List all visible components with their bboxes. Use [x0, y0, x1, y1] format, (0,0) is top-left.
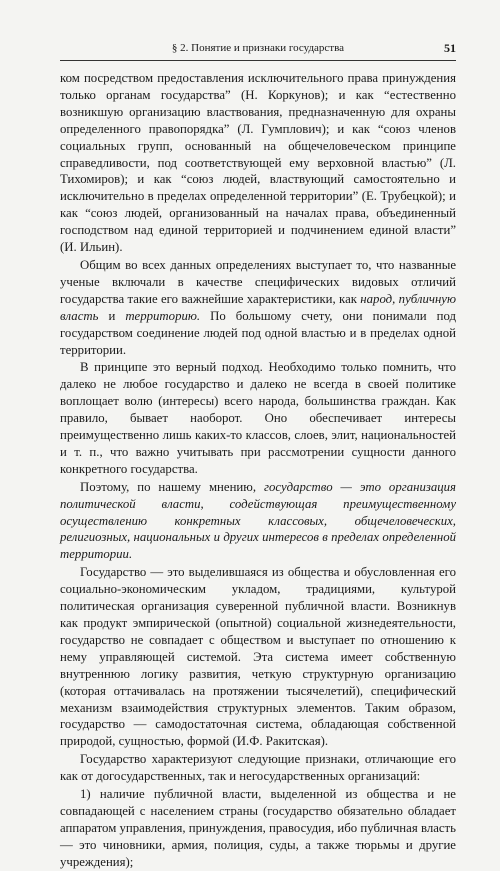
body-text [60, 70, 456, 871]
text-span: Поэтому, по нашему мнению, [80, 479, 264, 494]
text-span: Общим во всех данных определениях выступает то, что названные ученые включали в качестве специфических видовых отличий государства такие его важнейшие характеристики, как [60, 257, 456, 306]
page-number: 51 [444, 41, 456, 55]
text-span: По большому счету, они понимали под государством соединение людей под одной властью и в пределах одной территории. [60, 308, 456, 357]
section-title: § 2. Понятие и признаки государства [171, 42, 345, 54]
paragraph-features-intro: Государство характеризуют следующие признаки, отличающие его как от догосударственных, так и негосударственных организаций: [60, 752, 456, 784]
list-item-public-power: 1) наличие публичной власти, выделенной из общества и не совпадающей с населением страны (государство обязательно обладает аппаратом управления, принуждения, правосудия, ибо публичная власть — это чиновники, армия, полиция, суды, а также тюрьмы и другие учреждения); [60, 787, 456, 869]
running-header [60, 40, 456, 61]
paragraph-common-features [60, 257, 456, 358]
emphasis-definition: государство — это организация политической власти, содействующая преимущественному осуществлению конкретных классовых, общечеловеческих, религиозных, национальных и других интересов в пределах определенной территории. [60, 479, 457, 562]
emphasis-territory: территорию. [125, 308, 201, 323]
emphasis-people-power: народ, публичную власть [60, 291, 456, 323]
paragraph-approach: В принципе это верный подход. Необходимо только помнить, что далеко не любое государство и далеко не всегда в своей политике воплощает волю (интересы) всего народа, большинства граждан. Как правило, бывает наоборот. Оно обеспечивает интересы преимущественно лишь каких-то классов, слоев, элит, национальностей и т. п., что важно учитывать при рассмотрении сущности данного конкретного государства. [60, 360, 456, 476]
paragraph-state-system: Государство — это выделившаяся из общества и обусловленная его социально-экономическим укладом, традициями, культурой политическая организация суверенной публичной власти. Возникнув как продукт эмпирической (опытной) социальной жизнедеятельности, государство не совпадает с обществом и выступает по отношению к нему управляющей системой. Эта система имеет собственную внутреннюю логику развития, четкую структурную организацию (которая оттачивалась на протяжении тысячелетий), специфический механизм взаимодействия структурных элементов. Таким образом, государство — самодостаточная система, обладающая собственной природой, сущностью, формой (И.Ф. Ракитская). [60, 565, 456, 749]
paragraph-continuation: ком посредством предоставления исключительного права принуждения только органам государства” (Н. Коркунов); и как “естественно возникшую организацию властвования, предназначенную для охраны определенного правопорядка” (Л. Гумплович); и как “союз членов социальных групп, основанный на общечеловеческом принципе справедливости, под соответствующей ему верховной властью” (Л. Тихомиров); и как “союз людей, властвующий самостоятельно и исключительно в пределах определенной территории” (Е. Трубецкой); и как “союз людей, организованный на началах права, объединенный господством над единой территорией и подчинением единой власти” (И. Ильин). [60, 71, 456, 255]
paragraph-definition [60, 479, 456, 564]
text-span: и [98, 308, 126, 323]
